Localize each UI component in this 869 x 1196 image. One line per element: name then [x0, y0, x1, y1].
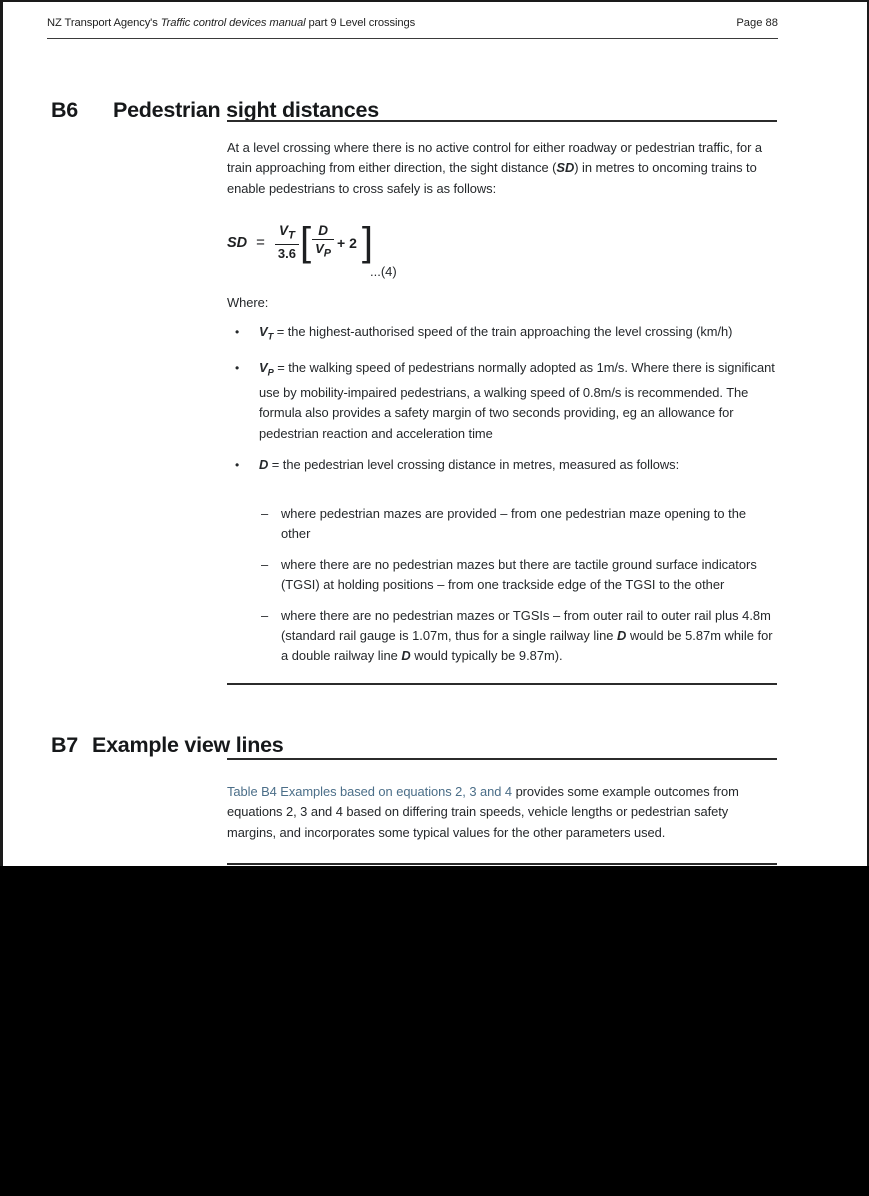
equation-left-side: SD: [227, 234, 248, 251]
definition-text-d: = the pedestrian level crossing distance in metres, measured as follows:: [268, 457, 680, 473]
d-sub-item-text-1: where pedestrian mazes are provided – from one pedestrian maze opening to the other: [281, 506, 747, 542]
d-sub-item-3-variable-2: D: [401, 648, 411, 664]
numerator-v: V: [279, 223, 289, 239]
table-b4-cross-reference[interactable]: Table B4 Examples based on equations 2, 3 and 4: [227, 784, 513, 799]
b7-paragraph: [227, 782, 779, 843]
intro-text-part2: ) in metres to oncoming trains to enable pedestrians to cross safely is as follows:: [227, 160, 757, 196]
definition-text-vp: = the walking speed of pedestrians normally adopted as 1m/s. Where there is significant use by mobility-impaired pedestrians, a walking speed of 0.8m/s is recommended. The formula also provides a safety margin of two seconds providing, eg an allowance for pedestrian reaction and acceleration time: [259, 359, 775, 441]
list-item: [259, 504, 779, 545]
page-number: Page 88: [736, 17, 778, 29]
fraction-vt-over-36: [275, 224, 299, 261]
list-item: [227, 455, 779, 475]
denominator-v: V: [315, 241, 324, 256]
bullet-icon: •: [235, 360, 240, 375]
fraction-d-over-vp: [312, 224, 334, 262]
d-sub-item-3-variable-1: D: [617, 628, 627, 644]
list-item: [227, 322, 779, 347]
definition-variable-vp-subscript: P: [267, 367, 274, 378]
equation-4: [227, 220, 779, 286]
section-number-b6: B6: [51, 97, 78, 122]
where-label-text: Where:: [227, 295, 269, 310]
fraction-numerator-vt: [276, 224, 298, 244]
list-item: [227, 358, 779, 444]
section-rule-b7-bottom: [227, 863, 777, 865]
section-rule-b6-bottom: [227, 683, 777, 685]
where-label: [227, 293, 779, 313]
where-definition-list: [227, 322, 779, 487]
equation-plus-two: + 2: [337, 234, 357, 251]
intro-text-part1: At a level crossing where there is no active control for either roadway or pedestrian traffic, for a train approaching from either direction, the sight distance (: [227, 140, 762, 176]
d-measurement-sublist-wrap: [259, 494, 779, 677]
equation-equals-sign: =: [256, 234, 265, 252]
definition-variable-d: D: [259, 457, 269, 473]
definition-variable-vt-subscript: T: [267, 331, 274, 342]
bracket-open: [: [300, 220, 312, 265]
section-heading-b7: [51, 733, 284, 758]
fraction-denominator-vp: [312, 239, 334, 262]
numerator-v-subscript: T: [288, 230, 295, 243]
header-title-suffix: part 9 Level crossings: [305, 17, 416, 29]
equation-number-4: ...(4): [370, 264, 397, 279]
intro-paragraph: [227, 138, 779, 199]
definition-variable-vt-letter: V: [259, 324, 268, 339]
d-sub-item-3-part3: would typically be 9.87m).: [410, 648, 563, 664]
header-title: [47, 16, 415, 31]
dash-icon: –: [261, 506, 269, 521]
fraction-numerator-d: D: [318, 223, 328, 238]
section-title-b7: Example view lines: [92, 732, 284, 757]
section-title-b6: Pedestrian sight distances: [113, 97, 379, 122]
d-sub-item-3-part2: would be 5.87m while for a double railway line: [281, 628, 773, 664]
bullet-icon: •: [235, 458, 240, 473]
fraction-denominator-36: 3.6: [275, 244, 299, 261]
definition-text-vt: = the highest-authorised speed of the train approaching the level crossing (km/h): [273, 324, 733, 339]
b7-paragraph-body: provides some example outcomes from equations 2, 3 and 4 based on differing train speeds, vehicle lengths or pedestrian safety margins, and incorporates some typical values for the other parameters used.: [227, 784, 739, 840]
definition-variable-vp-letter: V: [259, 359, 268, 375]
denominator-v-subscript: P: [323, 247, 332, 260]
b7-paragraph-text: [227, 782, 779, 843]
bracket-close: ]: [361, 220, 374, 265]
dash-icon: –: [261, 607, 269, 623]
d-sub-item-3-part1: where there are no pedestrian mazes or TGSIs – from outer rail to outer rail plus 4.8m (standard rail gauge is 1.07m, thus for a single railway line: [281, 607, 771, 644]
definition-variable-vt: [259, 324, 274, 342]
section-number-b7: B7: [51, 732, 78, 757]
d-sub-item-text-3: [281, 608, 773, 664]
d-sub-item-text-2: where there are no pedestrian mazes but there are tactile ground surface indicators (TGSI) at holding positions – from one trackside edge of the TGSI to the other: [281, 556, 757, 593]
equation-4-row: [227, 220, 779, 265]
header-title-manual-name: Traffic control devices manual: [160, 17, 306, 29]
list-item: [259, 606, 779, 667]
header-title-prefix: NZ Transport Agency's: [47, 17, 161, 29]
section-rule-b7-top: [227, 758, 777, 760]
d-measurement-sublist: [259, 504, 779, 667]
list-item: [259, 555, 779, 596]
running-header: [47, 16, 778, 39]
section-rule-b6-top: [227, 120, 777, 122]
definition-variable-vp: [259, 359, 274, 378]
intro-paragraph-text: [227, 138, 779, 199]
bullet-icon: •: [235, 325, 240, 339]
intro-variable-sd: SD: [556, 160, 575, 176]
viewer-backdrop: [0, 866, 869, 1196]
dash-icon: –: [261, 556, 269, 572]
